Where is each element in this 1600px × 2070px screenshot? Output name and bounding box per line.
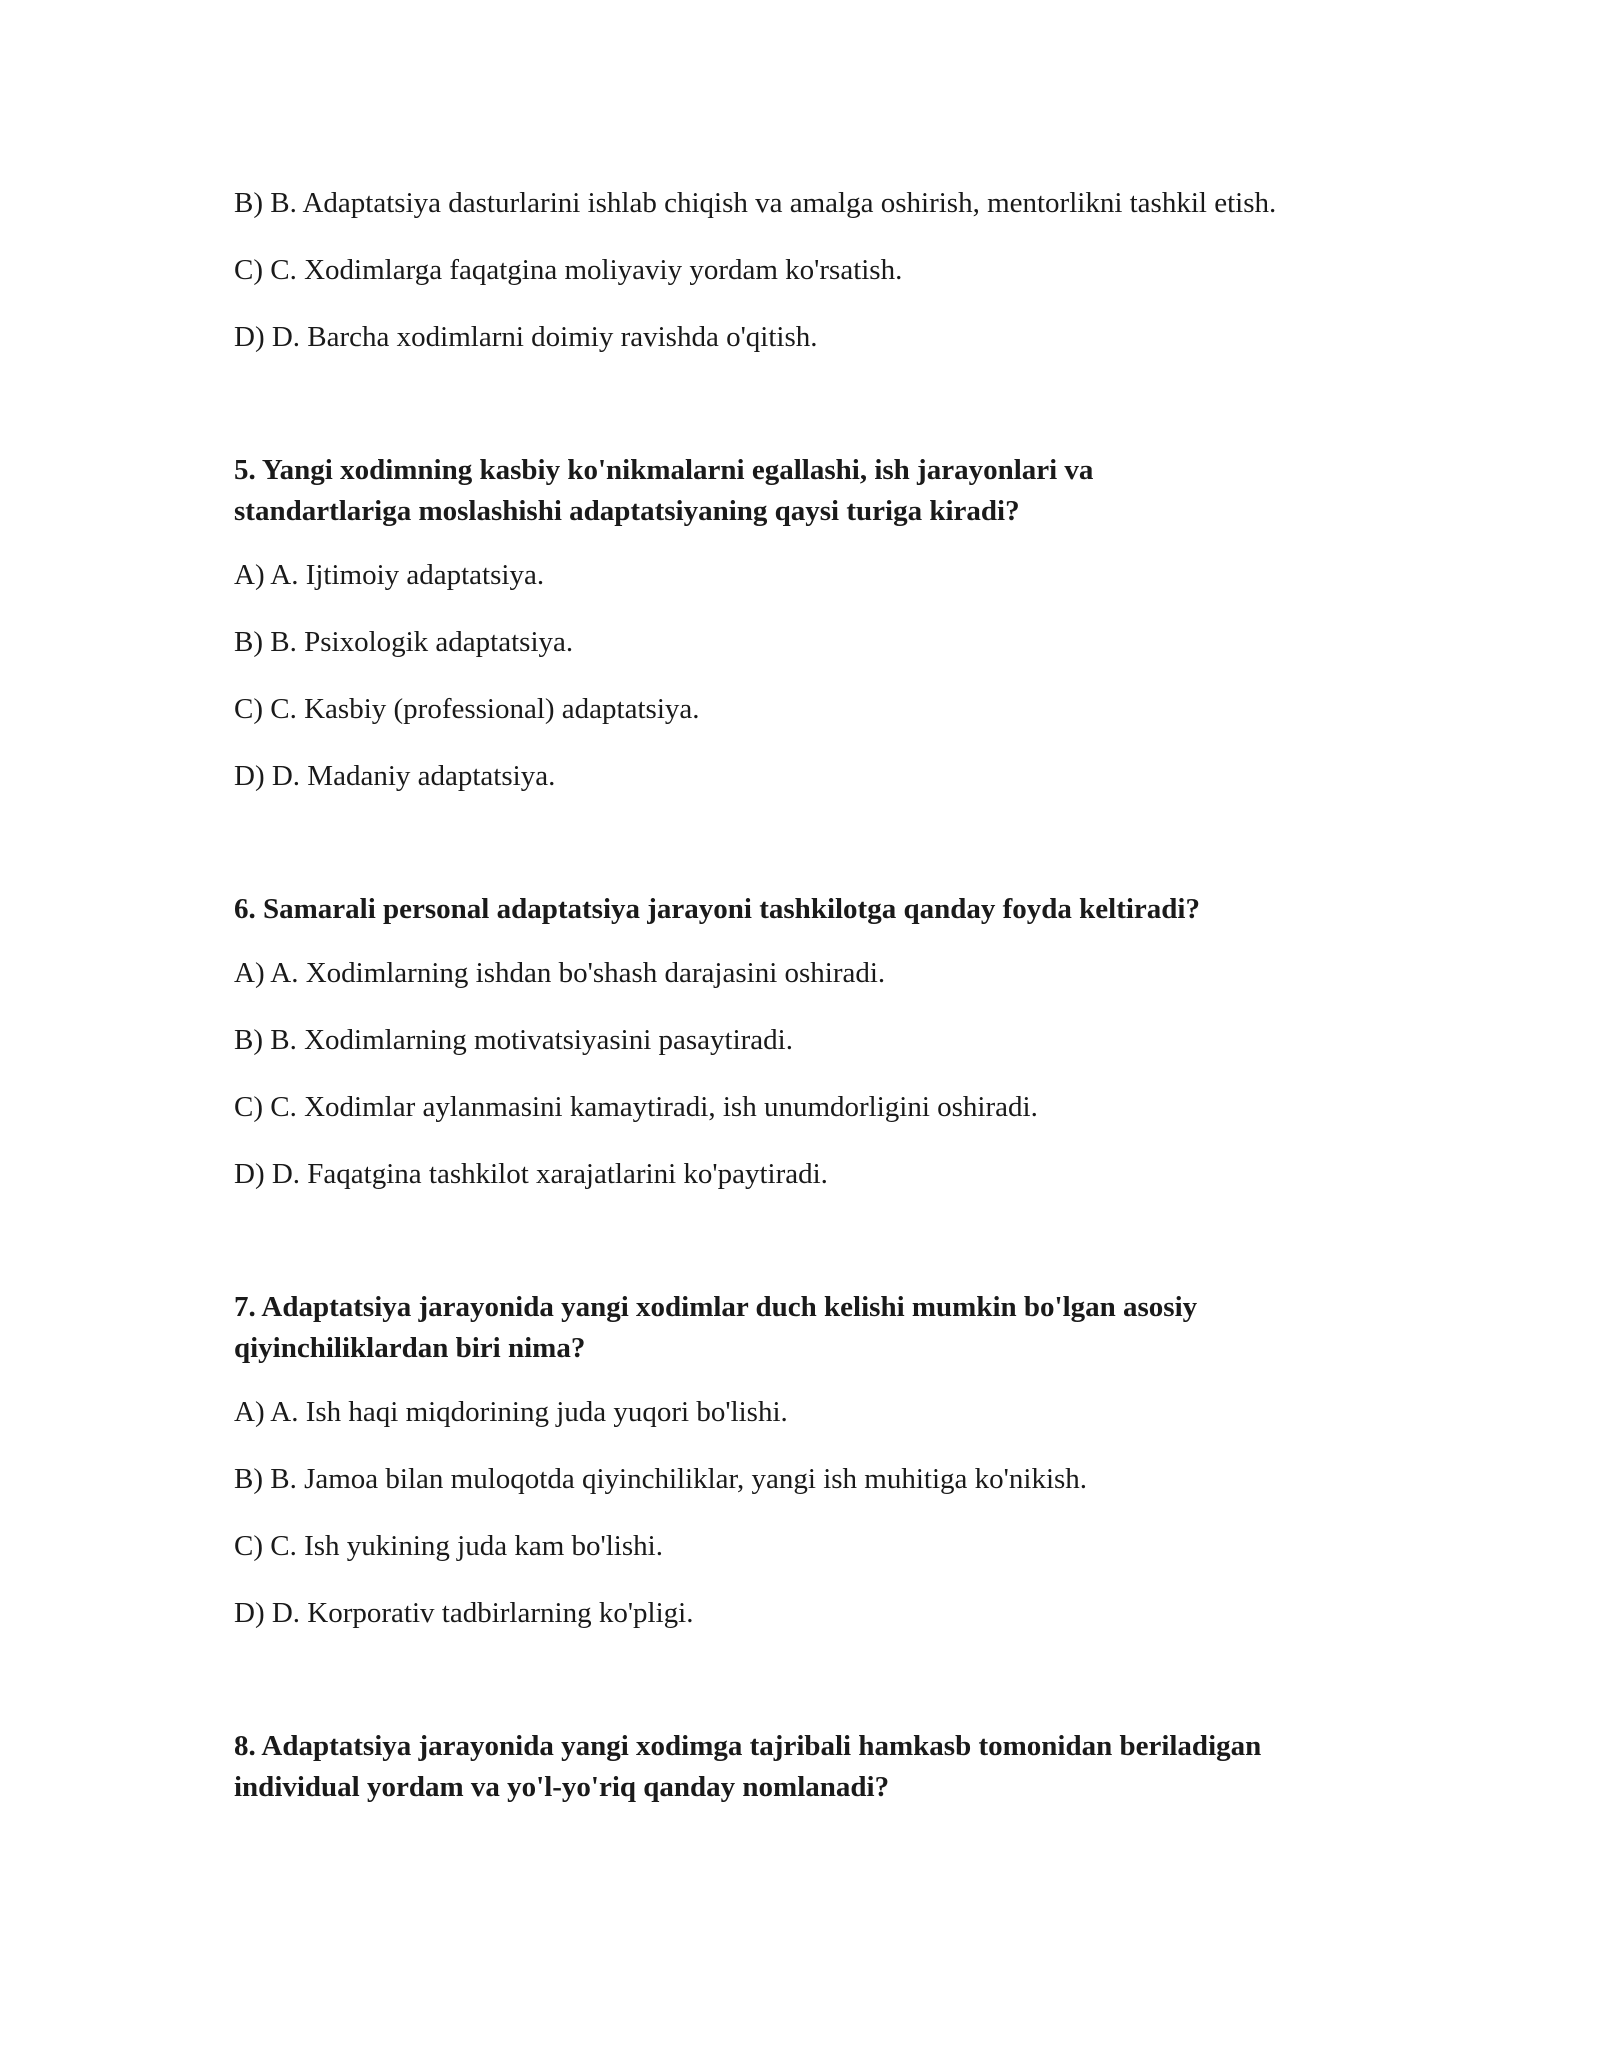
answer-option: D) D. Madaniy adaptatsiya. bbox=[234, 760, 556, 792]
answer-option: C) C. Xodimlar aylanmasini kamaytiradi, ish unumdorligini oshiradi. bbox=[234, 1091, 1038, 1123]
answer-option: B) B. Jamoa bilan muloqotda qiyinchiliklar, yangi ish muhitiga ko'nikish. bbox=[234, 1463, 1088, 1495]
question-line: 7. Adaptatsiya jarayonida yangi xodimlar duch kelishi mumkin bo'lgan asosiy bbox=[234, 1291, 1198, 1323]
answer-option: A) A. Ish haqi miqdorining juda yuqori bo'lishi. bbox=[234, 1396, 788, 1428]
answer-option: D) D. Faqatgina tashkilot xarajatlarini ko'paytiradi. bbox=[234, 1158, 828, 1190]
previous-question-options bbox=[234, 186, 1394, 354]
question-text bbox=[234, 450, 1394, 532]
question-8 bbox=[234, 1726, 1394, 1808]
answer-option: B) B. Adaptatsiya dasturlarini ishlab chiqish va amalga oshirish, mentorlikni tashkil etish. bbox=[234, 187, 1277, 219]
answer-option: A) A. Ijtimoiy adaptatsiya. bbox=[234, 559, 545, 591]
answer-option: D) D. Barcha xodimlarni doimiy ravishda o'qitish. bbox=[234, 321, 818, 353]
question-6 bbox=[234, 889, 1394, 1191]
answer-option: C) C. Ish yukining juda kam bo'lishi. bbox=[234, 1530, 663, 1562]
question-text bbox=[234, 1726, 1394, 1808]
question-line: qiyinchiliklardan biri nima? bbox=[234, 1332, 586, 1364]
answer-option: A) A. Xodimlarning ishdan bo'shash darajasini oshiradi. bbox=[234, 957, 886, 989]
question-line: 5. Yangi xodimning kasbiy ko'nikmalarni egallashi, ish jarayonlari va bbox=[234, 454, 1094, 486]
question-line: individual yordam va yo'l-yo'riq qanday nomlanadi? bbox=[234, 1771, 890, 1803]
question-line: 8. Adaptatsiya jarayonida yangi xodimga tajribali hamkasb tomonidan beriladigan bbox=[234, 1730, 1262, 1762]
answer-option: B) B. Xodimlarning motivatsiyasini pasaytiradi. bbox=[234, 1024, 793, 1056]
answer-option: D) D. Korporativ tadbirlarning ko'pligi. bbox=[234, 1597, 694, 1629]
question-line: standartlariga moslashishi adaptatsiyaning qaysi turiga kiradi? bbox=[234, 495, 1020, 527]
answer-option: C) C. Kasbiy (professional) adaptatsiya. bbox=[234, 693, 700, 725]
question-line: 6. Samarali personal adaptatsiya jarayoni tashkilotga qanday foyda keltiradi? bbox=[234, 893, 1200, 925]
question-5 bbox=[234, 450, 1394, 793]
answer-option: C) C. Xodimlarga faqatgina moliyaviy yordam ko'rsatish. bbox=[234, 254, 903, 286]
question-7 bbox=[234, 1287, 1394, 1630]
document-content bbox=[234, 186, 1394, 1834]
question-text bbox=[234, 1287, 1394, 1369]
answer-option: B) B. Psixologik adaptatsiya. bbox=[234, 626, 574, 658]
question-text bbox=[234, 889, 1394, 930]
